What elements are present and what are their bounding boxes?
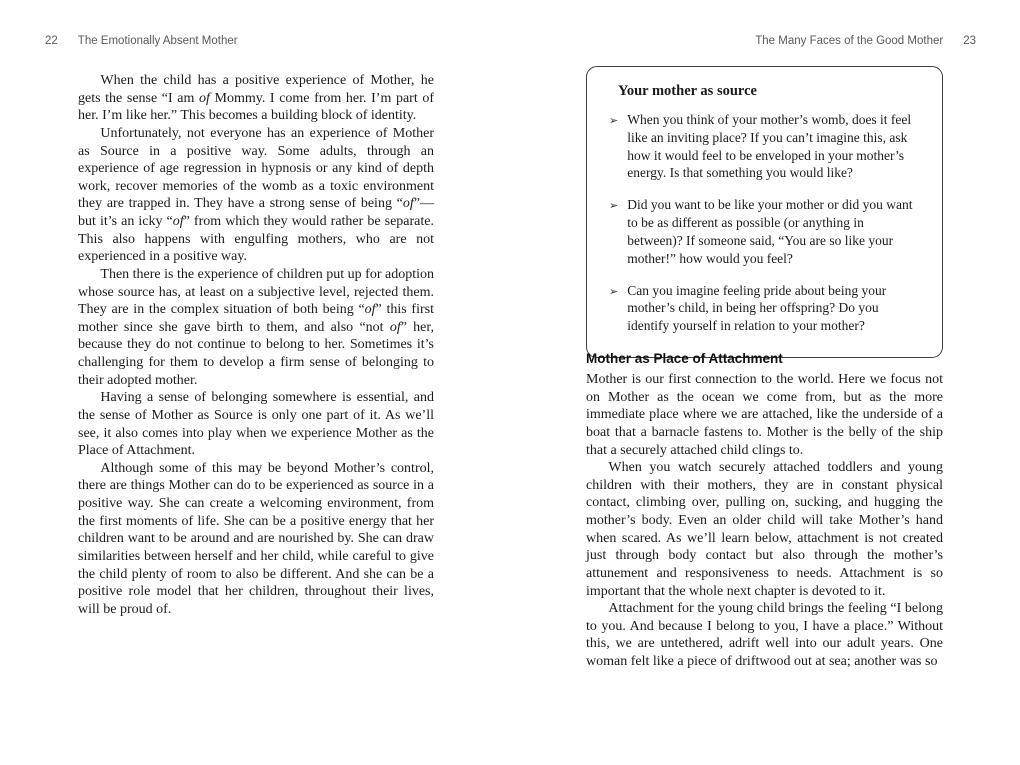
paragraph: Mother is our first connection to the world. Here we focus not on Mother as the ocean we come from, but as the more immediate place where we are attached, like the underside of a boat that a barnacle fastens to. Mother is the belly of the ship that a securely attached child clings to. bbox=[586, 372, 943, 458]
paragraph: Although some of this may be beyond Mother’s control, there are things Mother can do to be experienced as source in a positive way. She can create a welcoming environment, from the first moments of life. She can be a positive energy that her children want to be around and are nourished by. She can draw similarities between herself and her child, while careful to give the child plenty of room to also be different. And she can be a positive role model that her children, throughout their lives, will be proud of. bbox=[78, 460, 434, 617]
paragraph: Having a sense of belonging somewhere is essential, and the sense of Mother as Source is only one part of it. As we’ll see, it also comes into play when we experience Mother as the Place of Attachment. bbox=[78, 390, 434, 459]
paragraph: Then there is the experience of children put up for adoption whose source has, at least on a subjective level, rejected them. They are in the complex situation of both being “of” this first mother since she gave birth to them, and also “not of” her, because they do not continue to belong to her. Sometimes it’s challenging for them to develop a firm sense of belonging to their adopted mother. bbox=[78, 266, 434, 388]
paragraph: Attachment for the young child brings the feeling “I belong to you. And because I belong to you, I have a place.” Without this, we are untethered, adrift well into our adult years. One woman felt like a piece of driftwood out at sea; another was so bbox=[586, 601, 943, 669]
left-body-text bbox=[78, 72, 434, 618]
exercise-box-item bbox=[609, 282, 922, 335]
book-title: The Emotionally Absent Mother bbox=[77, 35, 238, 47]
paragraph: When you watch securely attached toddlers and young children with their mothers, they are in constant physical contact, climbing over, pulling on, sucking, and hugging the mother’s body. Even an older child will take Mother’s hand when scared. As we’ll learn below, attachment is not created just through body contact but also through the mother’s attunement and responsiveness to needs. Attachment is so important that the whole next chapter is devoted to it. bbox=[586, 460, 943, 599]
exercise-box-title: Your mother as source bbox=[618, 83, 757, 99]
exercise-box-item-text: When you think of your mother’s womb, does it feel like an inviting place? If you can’t imagine this, ask how it would feel to be enveloped in your mother’s energy. Is that something you would like? bbox=[627, 112, 912, 181]
exercise-box-item bbox=[609, 111, 922, 182]
exercise-box-item-text: Did you want to be like your mother or did you want to be as different as possible (or anything in between)? If someone said, “You are so like your mother!” how would you feel? bbox=[627, 197, 913, 266]
running-header-left bbox=[45, 35, 238, 47]
section-heading: Mother as Place of Attachment bbox=[586, 351, 783, 366]
page-number-left: 22 bbox=[45, 35, 58, 47]
paragraph: When the child has a positive experience of Mother, he gets the sense “I am of Mommy. I come from her. I’m part of her. I’m like her.” This becomes a building block of identity. bbox=[78, 73, 434, 124]
exercise-box bbox=[586, 66, 943, 358]
exercise-box-item bbox=[609, 196, 922, 267]
paragraph: Unfortunately, not everyone has an experience of Mother as Source in a positive way. Some adults, through an experience of age regression in hypnosis or any kind of depth work, recover memories of the womb as a toxic environment they are trapped in. They have a strong sense of being “of”—but it’s an icky “of” from which they would rather be separate. This also happens with engulfing mothers, who are not experienced in a positive way. bbox=[78, 125, 434, 265]
arrow-bullet-icon: ➢ bbox=[609, 114, 619, 127]
arrow-bullet-icon: ➢ bbox=[609, 199, 619, 213]
page-number-right: 23 bbox=[963, 35, 976, 47]
chapter-title: The Many Faces of the Good Mother bbox=[755, 35, 944, 47]
running-header-right bbox=[755, 35, 976, 47]
arrow-bullet-icon: ➢ bbox=[609, 284, 619, 298]
right-body-text bbox=[586, 371, 943, 671]
page-right bbox=[510, 0, 1020, 765]
exercise-box-item-text: Can you imagine feeling pride about being your mother’s child, in being her offspring? Do you identify yourself in relation to your mother? bbox=[627, 282, 887, 334]
